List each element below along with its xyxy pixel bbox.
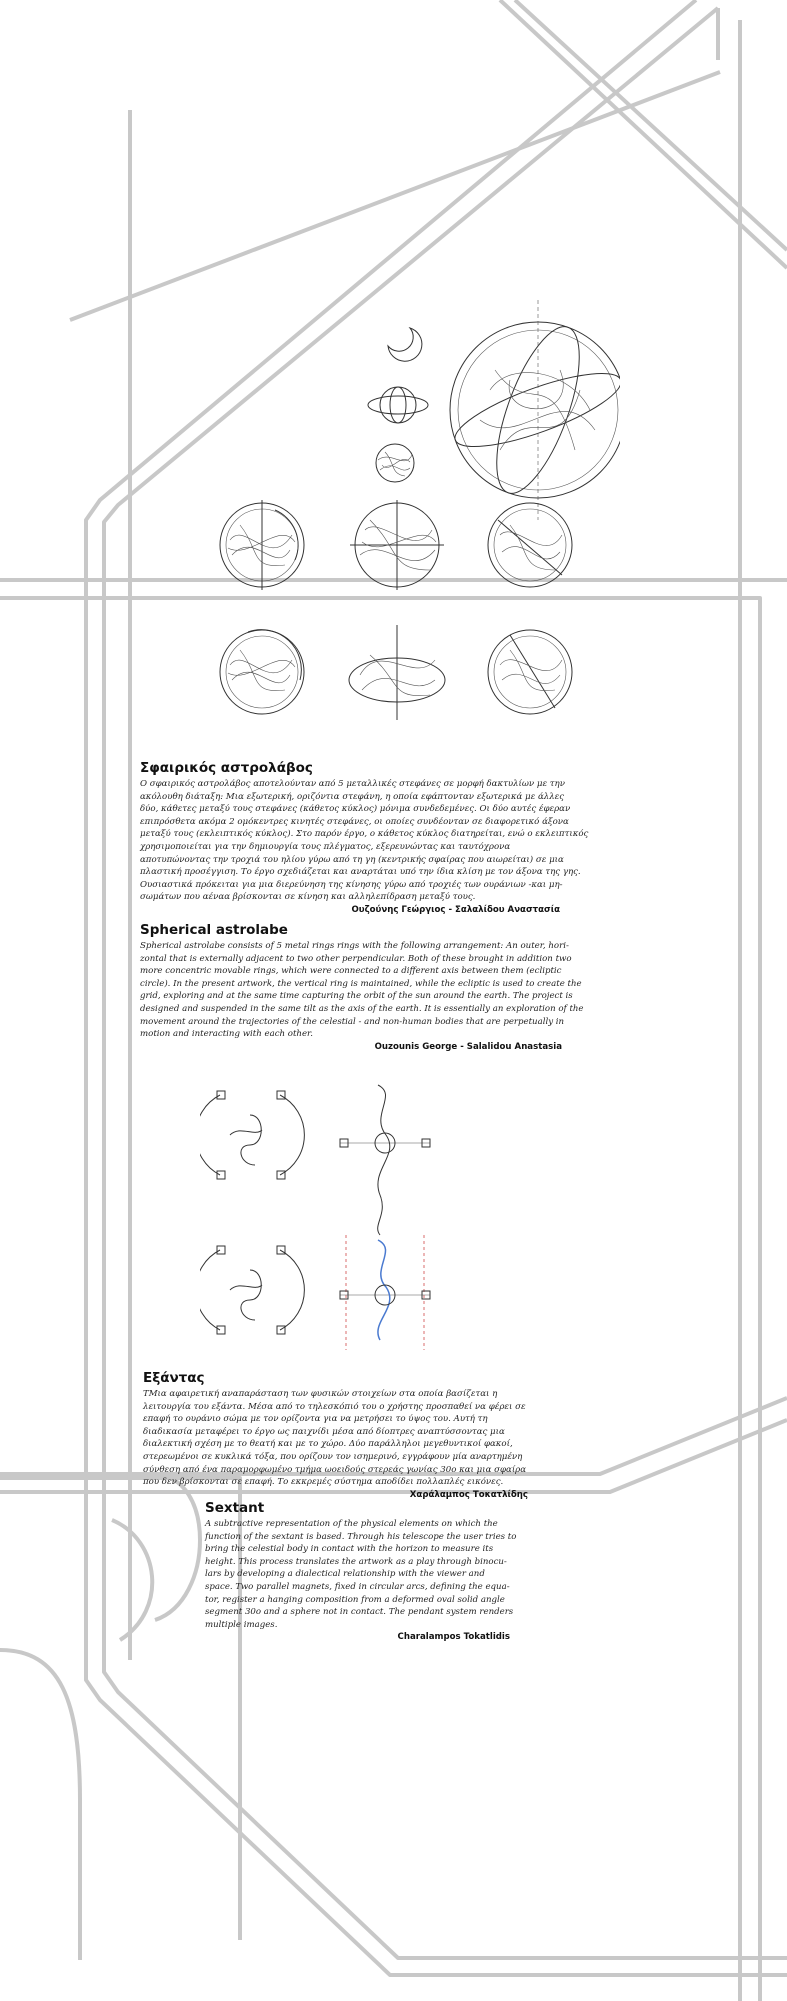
astrolabe-view-4 (220, 630, 304, 714)
tangle-sphere (376, 444, 414, 482)
astrolabe-greek-title: Σφαιρικός αστρολάβος (140, 760, 313, 776)
sextant-greek-title: Εξάντας (143, 1370, 205, 1386)
small-orbit-sphere (368, 387, 428, 423)
astrolabe-view-3 (488, 503, 572, 587)
sextant-greek-author: Χαράλαμπος Τοκατλίδης (409, 1489, 528, 1500)
astrolabe-illustrations (200, 280, 620, 750)
sextant-view-2 (340, 1085, 430, 1235)
astrolabe-view-6 (488, 630, 572, 714)
sextant-english-body: A subtractive representation of the physical elements on which the function of the sextant is based. Through his telescope the user tries to bring the celestial body in contact with the horizon to measure its height. This process translates the artwork as a play through binocu- lars by developing a dialectical relationship with the viewer and space. Two parallel magnets, fixed in circular arcs, defining the equa- tor, register a hanging composition from a deformed oval solid angle segment 30o and a sphere not in contact. The pendant system renders multiple images. (205, 1519, 517, 1630)
sextant-greek-body: ΤΜια αφαιρετική αναπαράσταση των φυσικών στοιχείων στα οποία βασίζεται η λειτουργία του εξάντα. Μέσα από το τηλεσκόπιό του ο χρήστης προσπαθεί να φέρει σε επαφή το ουράνιο σώμα με τον ορίζοντα για να μετρήσει το ύψος του. Αυτή τη διαδικασία μεταφέρει το έργο ως παιχνίδι μέσα από δίοπτρες αναπτύσσοντας μια διαλεκτική σχέση με το θεατή και με το χώρο. Δύο παράλληλοι μεγεθυντικοί φακοί, στερεωμένοι σε κυκλικά τόξα, που ορίζουν τον ισημερινό, εγγράφουν μία αναρτημένη σύνθεση από ένα παραμορφωμένο τμήμα ωοειδούς στερεάς γωνίας 30ο και μια σφαίρα που δεν βρίσκονται σε επαφή. Το εκκρεμές σύστημα αποδίδει πολλαπλές εικόνες. (143, 1389, 527, 1488)
sextant-english-section (205, 1500, 517, 1643)
large-astrolabe-sphere (448, 300, 620, 520)
astrolabe-view-1 (220, 500, 304, 590)
astrolabe-view-2 (350, 500, 444, 590)
astrolabe-english-author: Ouzounis George - Salalidou Anastasia (374, 1041, 562, 1052)
sextant-english-author: Charalampos Tokatlidis (397, 1632, 510, 1643)
sextant-illustrations (200, 1075, 440, 1355)
astrolabe-greek-section (140, 760, 589, 915)
sextant-english-title: Sextant (205, 1500, 265, 1516)
sextant-view-3 (200, 1246, 304, 1334)
moon-icon (388, 328, 422, 361)
astrolabe-view-5 (349, 625, 445, 720)
astrolabe-english-section (140, 922, 584, 1052)
astrolabe-english-body: Spherical astrolabe consists of 5 metal rings rings with the following arrangement: An outer, hori- zontal that is externally adjacent to two other perpendicular. Both of these brought in addition two more concentric movable rings, which were connected to a different axis between them (ecliptic circle). In the present artwork, the vertical ring is maintained, while the ecliptic is used to create the grid, exploring and at the same time capturing the orbit of the sun around the earth. The project is designed and suspended in the same tilt as the axis of the earth. It is essentially an exploration of the movement around the trajectories of the celestial - and non-human bodies that are perpetually in motion and interacting with each other. (140, 941, 584, 1040)
astrolabe-greek-body: Ο σφαιρικός αστρολάβος αποτελούνταν από 5 μεταλλικές στεφάνες σε μορφή δακτυλίων με την ακόλουθη διάταξη: Μια εξωτερική, οριζόντια στεφάνη, η οποία εφάπτονταν εξωτερικά με άλλες δύο, κάθετες μεταξύ τους στεφάνες (κάθετος κύκλος) μόνιμα συνδεδεμένες. Οι δύο αυτές έφεραν επιπρόσθετα ακόμα 2 ομόκεντρες κινητές στεφάνες, οι οποίες συνδέονταν σε διαφορετικό άξονα μεταξύ τους (εκλειπτικός κύκλος). Στο παρόν έργο, ο κάθετος κύκλος διατηρείται, ενώ ο εκλειπτικός χρησιμοποιείται για την δημιουργία τους πλέγματος, εξερευνώντας και ταυτόχρονα αποτυπώνοντας την τροχιά του ηλίου γύρω από τη γη (κεντρικής σφαίρας που αιωρείται) σε μια πλαστική προσέγγιση. Το έργο σχεδιάζεται και αναρτάται υπό την ίδια κλίση με τον άξονα της γης. Ουσιαστικά πρόκειται για μια διερεύνηση της κίνησης γύρω από τροχιές των ουράνιων -και μη- σωμάτων που αέναα βρίσκονται σε κίνηση και αλληλεπίδραση μεταξύ τους. (140, 779, 589, 903)
astrolabe-english-title: Spherical astrolabe (140, 922, 288, 938)
astrolabe-greek-author: Ουζούνης Γεώργιος - Σαλαλίδου Αναστασία (351, 904, 560, 915)
sextant-view-4 (340, 1235, 430, 1350)
sextant-greek-section (143, 1370, 528, 1500)
sextant-view-1 (200, 1091, 304, 1179)
